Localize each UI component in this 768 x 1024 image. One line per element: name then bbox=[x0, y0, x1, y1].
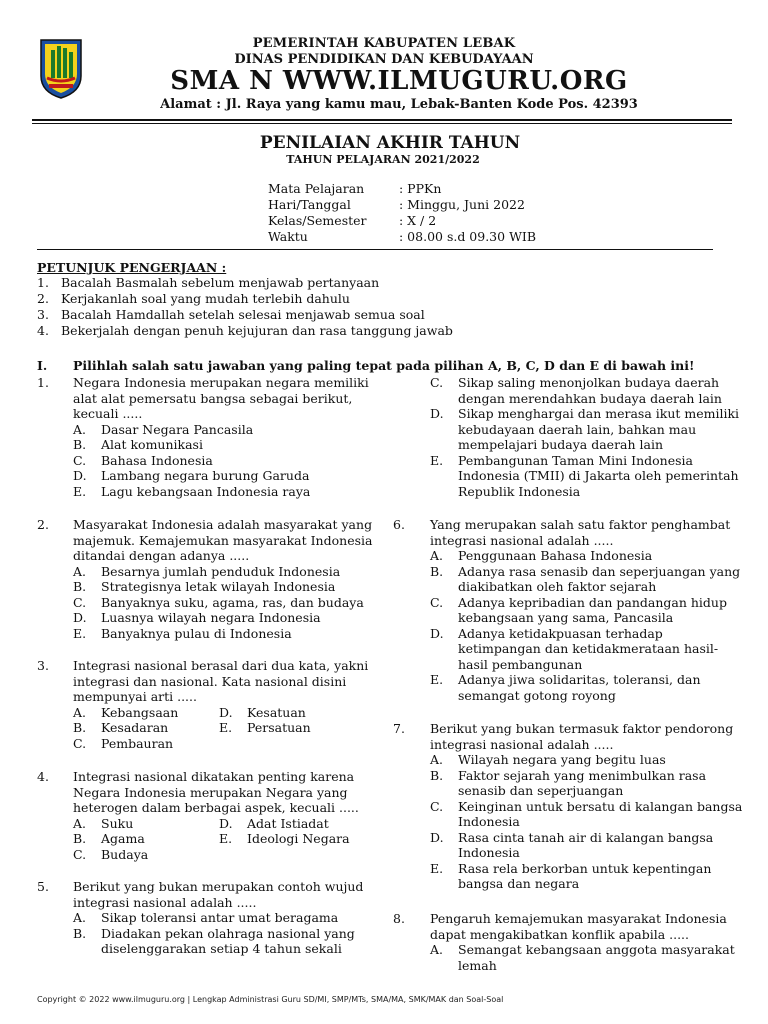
item-text: Adanya rasa senasib dan seperjuangan yang bbox=[458, 563, 741, 579]
item-text: Indonesia bbox=[458, 845, 520, 860]
item-text: Luasnya wilayah negara Indonesia bbox=[101, 610, 321, 625]
item-text: Berikut yang bukan merupakan contoh wujud bbox=[73, 879, 364, 894]
item-text: integrasi nasional adalah ..... bbox=[430, 532, 614, 548]
option-c bbox=[37, 736, 377, 752]
school-address: Alamat : Jl. Raya yang kamu mau, Lebak-Banten Kode Pos. 42393 bbox=[160, 97, 638, 112]
item-label: 8. bbox=[393, 911, 405, 926]
item-text: Berikut yang bukan termasuk faktor pendorong bbox=[430, 721, 734, 736]
item-text: integrasi dan nasional. Kata nasional disini bbox=[73, 673, 347, 689]
item-label: 5. bbox=[37, 879, 49, 894]
info-value: : PPKn bbox=[399, 181, 442, 196]
item-text: hasil pembangunan bbox=[458, 656, 583, 672]
item-text: Bacalah Basmalah sebelum menjawab pertanyaan bbox=[61, 275, 380, 290]
item-label: C. bbox=[430, 798, 444, 814]
item-text: Rasa rela berkorban untuk kepentingan bbox=[458, 860, 712, 876]
item-label: C. bbox=[430, 375, 444, 390]
option-b bbox=[393, 768, 743, 784]
item-label: D. bbox=[219, 815, 233, 831]
item-label: B. bbox=[73, 579, 87, 594]
item-text: Penggunaan Bahasa Indonesia bbox=[458, 548, 653, 563]
option-c bbox=[37, 595, 377, 611]
item-label: E. bbox=[430, 452, 444, 468]
item-text: Indonesia (TMII) di Jakarta oleh pemerintah bbox=[458, 468, 739, 483]
option-c bbox=[393, 595, 743, 611]
item-text: Sikap toleransi antar umat beragama bbox=[101, 910, 339, 925]
option-e bbox=[37, 484, 377, 500]
item-text: heterogen dalam berbagai aspek, kecuali ..... bbox=[73, 800, 359, 815]
item-text: Banyaknya suku, agama, ras, dan budaya bbox=[101, 594, 364, 610]
item-text: Alat komunikasi bbox=[101, 437, 203, 452]
item-label: C. bbox=[73, 594, 87, 610]
item-text: Sikap menghargai dan merasa ikut memiliki bbox=[458, 406, 740, 421]
item-text: Strategisnya letak wilayah Indonesia bbox=[101, 579, 336, 594]
item-text: Kesatuan bbox=[247, 704, 306, 720]
item-label: 6. bbox=[393, 517, 405, 532]
item-text: ketimpangan dan ketidakmerataan hasil- bbox=[458, 641, 719, 656]
item-label: B. bbox=[73, 720, 87, 735]
item-text: Bahasa Indonesia bbox=[101, 452, 213, 468]
option-a bbox=[37, 910, 377, 926]
item-text: Masyarakat Indonesia adalah masyarakat yang bbox=[73, 517, 373, 532]
item-text: Adat Istiadat bbox=[247, 815, 329, 831]
instructions-list bbox=[37, 275, 717, 339]
item-text: Bacalah Hamdallah setelah selesai menjawab semua soal bbox=[61, 307, 425, 322]
item-label: 1. bbox=[37, 275, 49, 290]
option-a bbox=[37, 564, 377, 580]
question-1 bbox=[37, 375, 377, 499]
item-label: 4. bbox=[37, 769, 49, 784]
item-label: A. bbox=[430, 942, 444, 957]
info-value: : X / 2 bbox=[399, 213, 437, 228]
item-text: Yang merupakan salah satu faktor penghambat bbox=[430, 517, 731, 532]
item-text: Negara Indonesia merupakan Negara yang bbox=[73, 784, 348, 800]
item-label: 1. bbox=[37, 375, 49, 390]
option-b bbox=[37, 579, 377, 595]
item-label: A. bbox=[430, 752, 444, 767]
item-label: A. bbox=[73, 563, 87, 579]
item-label: D. bbox=[430, 625, 444, 641]
option-b bbox=[37, 437, 377, 453]
item-label: 4. bbox=[37, 323, 49, 338]
item-label: E. bbox=[430, 672, 444, 687]
item-text: integrasi nasional adalah ..... bbox=[73, 894, 257, 910]
item-text: Republik Indonesia bbox=[458, 483, 581, 499]
academic-year: TAHUN PELAJARAN 2021/2022 bbox=[286, 153, 480, 166]
item-text: Persatuan bbox=[247, 720, 311, 735]
item-text: lemah bbox=[458, 957, 497, 973]
item-text: Kesadaran bbox=[101, 720, 169, 735]
question-7 bbox=[393, 721, 743, 892]
page-footer: Copyright © 2022 www.ilmuguru.org | Lengkap Administrasi Guru SD/MI, SMP/MTs, SMA/MA, SMK/MAK dan Soal-Soal bbox=[37, 995, 504, 1004]
option-a bbox=[393, 548, 743, 564]
item-label: E. bbox=[219, 831, 233, 846]
question-3 bbox=[37, 658, 377, 751]
option-c bbox=[393, 375, 743, 391]
item-text: Lagu kebangsaan Indonesia raya bbox=[101, 483, 311, 499]
list-item bbox=[37, 275, 717, 291]
item-label: E. bbox=[73, 483, 87, 499]
item-text: dapat mengakibatkan konflik apabila ..... bbox=[430, 926, 689, 942]
item-text: diselenggarakan setiap 4 tahun sekali bbox=[101, 941, 342, 956]
info-key: Waktu bbox=[268, 229, 308, 244]
item-text: Integrasi nasional berasal dari dua kata, yakni bbox=[73, 658, 369, 673]
question-4 bbox=[37, 769, 377, 862]
item-label: B. bbox=[73, 437, 87, 452]
info-key: Hari/Tanggal bbox=[268, 197, 351, 212]
option-e bbox=[393, 672, 743, 688]
item-text: senasib dan seperjuangan bbox=[458, 783, 624, 798]
item-text: Budaya bbox=[101, 846, 149, 862]
item-label: B. bbox=[430, 767, 444, 783]
item-text: Pengaruh kemajemukan masyarakat Indonesia bbox=[430, 911, 727, 926]
item-label: A. bbox=[73, 910, 87, 925]
item-label: E. bbox=[73, 625, 87, 641]
item-label: I. bbox=[37, 358, 48, 373]
item-text: Pilihlah salah satu jawaban yang paling tepat pada pilihan A, B, C, D dan E di bawah ini! bbox=[73, 358, 695, 373]
option-c bbox=[393, 799, 743, 815]
item-label: 7. bbox=[393, 721, 405, 736]
option-c bbox=[37, 847, 377, 863]
item-label: D. bbox=[73, 610, 87, 625]
item-label: C. bbox=[73, 735, 87, 751]
item-label: D. bbox=[73, 468, 87, 483]
item-text: dengan merendahkan budaya daerah lain bbox=[458, 390, 722, 406]
option-e bbox=[37, 626, 377, 642]
item-label: 3. bbox=[37, 307, 49, 322]
header-divider bbox=[32, 119, 732, 121]
question-5 bbox=[37, 879, 377, 957]
item-text: Adanya jiwa solidaritas, toleransi, dan bbox=[458, 672, 701, 687]
item-text: Semangat kebangsaan anggota masyarakat bbox=[458, 942, 735, 957]
item-label: B. bbox=[430, 563, 444, 579]
question-8 bbox=[393, 911, 743, 973]
info-key: Mata Pelajaran bbox=[268, 181, 365, 196]
option-c bbox=[37, 453, 377, 469]
option-d bbox=[393, 626, 743, 642]
item-label: A. bbox=[430, 548, 444, 563]
item-text: Dasar Negara Pancasila bbox=[101, 421, 254, 437]
item-text: semangat gotong royong bbox=[458, 687, 616, 703]
item-text: mempunyai arti ..... bbox=[73, 689, 197, 704]
item-text: Ideologi Negara bbox=[247, 831, 350, 846]
item-text: Lambang negara burung Garuda bbox=[101, 468, 310, 483]
item-label: 2. bbox=[37, 517, 49, 532]
item-text: Diadakan pekan olahraga nasional yang bbox=[101, 925, 355, 941]
item-text: Indonesia bbox=[458, 814, 520, 829]
item-text: Negara Indonesia merupakan negara memiliki bbox=[73, 375, 369, 390]
item-text: Suku bbox=[101, 815, 134, 831]
item-label: D. bbox=[430, 406, 444, 421]
item-text: Kerjakanlah soal yang mudah terlebih dahulu bbox=[61, 291, 350, 306]
item-text: kebangsaan yang sama, Pancasila bbox=[458, 610, 674, 625]
option-d bbox=[393, 406, 743, 422]
question-2 bbox=[37, 517, 377, 641]
info-divider bbox=[37, 249, 713, 250]
school-name: SMA N WWW.ILMUGURU.ORG bbox=[170, 66, 628, 96]
item-label: C. bbox=[430, 594, 444, 610]
item-text: Pembangunan Taman Mini Indonesia bbox=[458, 452, 693, 468]
option-d bbox=[37, 468, 377, 484]
department-line: DINAS PENDIDIKAN DAN KEBUDAYAAN bbox=[234, 52, 534, 67]
item-text: alat alat pemersatu bangsa sebagai berikut, bbox=[73, 390, 353, 406]
option-b bbox=[37, 926, 377, 942]
option-a bbox=[393, 752, 743, 768]
item-label: C. bbox=[73, 452, 87, 468]
option-e bbox=[393, 861, 743, 877]
question-6 bbox=[393, 517, 743, 703]
question-5-continued bbox=[393, 375, 743, 499]
list-item bbox=[37, 323, 717, 339]
item-label: B. bbox=[73, 925, 87, 941]
item-text: bangsa dan negara bbox=[458, 876, 580, 891]
option-d bbox=[37, 610, 377, 626]
item-label: A. bbox=[73, 815, 87, 831]
header-divider-thin bbox=[32, 123, 732, 124]
option-e bbox=[393, 453, 743, 469]
item-text: Adanya kepribadian dan pandangan hidup bbox=[458, 594, 727, 610]
option-a bbox=[393, 942, 743, 958]
item-text: Faktor sejarah yang menimbulkan rasa bbox=[458, 767, 707, 783]
item-text: Keinginan untuk bersatu di kalangan bangsa bbox=[458, 798, 743, 814]
item-text: Adanya ketidakpuasan terhadap bbox=[458, 625, 663, 641]
item-text: Wilayah negara yang begitu luas bbox=[458, 752, 666, 767]
item-label: 3. bbox=[37, 658, 49, 673]
item-text: Banyaknya pulau di Indonesia bbox=[101, 625, 292, 641]
item-label: D. bbox=[430, 829, 444, 845]
item-text: kebudayaan daerah lain, bahkan mau bbox=[458, 421, 697, 437]
list-item bbox=[37, 291, 717, 307]
item-text: majemuk. Kemajemukan masyarakat Indonesia bbox=[73, 532, 373, 548]
info-key: Kelas/Semester bbox=[268, 213, 367, 228]
item-label: A. bbox=[73, 704, 87, 720]
item-text: ditandai dengan adanya ..... bbox=[73, 548, 250, 563]
item-text: Besarnya jumlah penduduk Indonesia bbox=[101, 563, 341, 579]
item-text: mempelajari budaya daerah lain bbox=[458, 437, 664, 452]
item-label: B. bbox=[73, 831, 87, 846]
item-label: 2. bbox=[37, 291, 49, 306]
item-text: Rasa cinta tanah air di kalangan bangsa bbox=[458, 829, 714, 845]
item-text: kecuali ..... bbox=[73, 406, 143, 421]
item-text: Kebangsaan bbox=[101, 704, 179, 720]
item-label: E. bbox=[430, 860, 444, 876]
item-text: Integrasi nasional dikatakan penting karena bbox=[73, 769, 355, 784]
option-a bbox=[37, 422, 377, 438]
exam-title: PENILAIAN AKHIR TAHUN bbox=[259, 133, 521, 153]
option-d bbox=[393, 830, 743, 846]
list-item bbox=[37, 307, 717, 323]
item-text: diakibatkan oleh faktor sejarah bbox=[458, 579, 657, 594]
item-label: A. bbox=[73, 421, 87, 437]
info-value: : Minggu, Juni 2022 bbox=[399, 197, 525, 212]
option-b bbox=[393, 564, 743, 580]
instructions-heading: PETUNJUK PENGERJAAN : bbox=[37, 260, 227, 275]
item-label: C. bbox=[73, 846, 87, 862]
item-text: Agama bbox=[101, 831, 145, 846]
government-line: PEMERINTAH KABUPATEN LEBAK bbox=[252, 36, 516, 51]
item-label: E. bbox=[219, 720, 233, 735]
item-text: Pembauran bbox=[101, 735, 174, 751]
item-text: integrasi nasional adalah ..... bbox=[430, 736, 614, 752]
item-label: D. bbox=[219, 704, 233, 720]
item-text: Bekerjalah dengan penuh kejujuran dan rasa tanggung jawab bbox=[61, 323, 453, 338]
item-text: Sikap saling menonjolkan budaya daerah bbox=[458, 375, 720, 390]
info-value: : 08.00 s.d 09.30 WIB bbox=[399, 229, 537, 244]
